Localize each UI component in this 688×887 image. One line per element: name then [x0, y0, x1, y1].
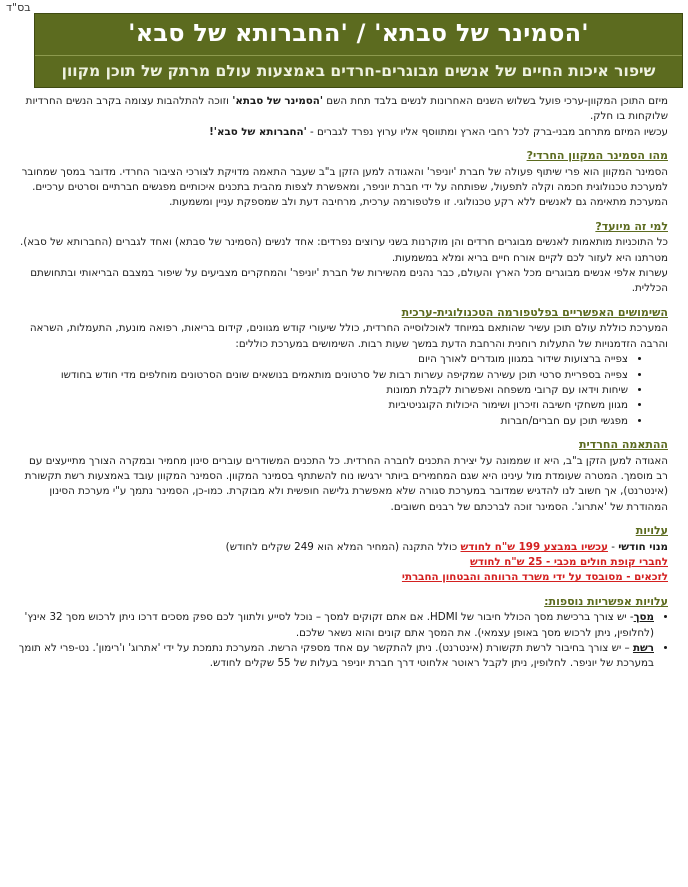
veterans-row — [17, 570, 668, 585]
subscription-note: כולל התקנה (המחיר המלא הוא 249 שקלים לחודש) — [225, 540, 461, 553]
extra-cost-text: – יש צורך בחיבור לרשת תקשורת (אינטרנט). ניתן להתקשר עם אחד מספקי הרשת. המערכת נתמכת על ידי 'אתרוג' ו'רימון'. נט-פרי לא תומך במערכת של יוניפר. לחלופין, ניתן לקבל ראוטר אלחוטי דרך חברת יוניפר בעלות של 55 שקלים לחודש. — [18, 642, 654, 670]
intro-section — [17, 94, 668, 140]
section-heading-extra: עלויות אפשריות נוספות: — [544, 594, 668, 608]
list-item: • צפייה ברצועות שידור במגוון מוגדרים לאורך היום — [17, 352, 628, 367]
uses-list — [17, 352, 668, 429]
subscription-price: עכשיו במבצע 199 ש"ח לחודש — [460, 540, 608, 553]
intro-text: מיזם התוכן המקוון-ערכי פועל בשלוש השנים האחרונות לנשים בלבד תחת השם — [323, 95, 668, 107]
title-banner — [34, 13, 683, 88]
page-title: 'הסמינר של סבתא' / 'החברותא של סבא' — [128, 19, 589, 47]
section-heading-what: מהו הסמינר המקוון החרדי? — [526, 149, 668, 163]
header-mark: בס"ד — [6, 1, 31, 14]
section-heading-who: למי זה מיועד? — [595, 219, 668, 233]
list-item: • צפייה בספריית סרטי תוכן עשירה שמקיפה עשרות רבות של סרטונים מותאמים בנושאים שונים הסרטונים מוחלפים מדי חודש בחודשו — [17, 368, 628, 383]
intro-paragraph-2 — [17, 125, 668, 140]
subscription-row — [17, 540, 668, 555]
subscription-label: מנוי חודשי — [618, 540, 668, 553]
extra-cost-text: - יש צורך ברכישת מסך הכולל חיבור של HDMI. אם אתם זקוקים למסך – נוכל לסייע ולתווך לכם ספק מסכים דרכו ניתן לרכוש מסך 32 אינץ' (לחלופין, ניתן לרכוש מסך באופן עצמאי). את המסך אתם קונים והוא נשאר שלכם. — [24, 611, 654, 639]
list-item: • שיחות וידאו עם קרובי משפחה ואפשרות לקבלת תמונות — [17, 383, 628, 398]
section-heading-fit: ההתאמה החרדית — [579, 438, 668, 452]
section-text-fit: האגודה למען הזקן ב"ב, היא זו שממונה על יצירת התכנים לחברה החרדית. כל התכנים המשודרים עוברים סינון מחמיר ובמקרה הצורך מתייעצים עם רב מוסמך. המטרה שעומדת מול עינינו היא שגם המחמירים ביותר ירגישו נוח להשתתף בסמינר המקוון. הסמינר המקוון עובד באמצעות רשת תקשורת (אינטרנט), אך חשוב לנו להדגיש שמדובר במערכת סגורה שלא מאפשרת גלישה חופשית ולא מבוקרת. כמו-כן, הסמינר נתמך ע"י מערכת הסינון המהודרת של 'אתרוג'. הסמינר זוכה לברכתם של רבנים חשובים. — [24, 454, 668, 513]
extra-cost-label: מסך — [633, 611, 654, 624]
intro-text: עכשיו המיזם מתרחב מבני-ברק לכל רחבי הארץ ומתווסף אליו ערוץ נפרד לגברים - — [306, 125, 668, 138]
extra-cost-label: רשת — [632, 642, 654, 654]
section-heading-costs: עלויות — [635, 524, 668, 538]
section-text-who-1: כל התוכניות מותאמות לאנשים מבוגרים חרדים והן מוקרנות בשני ערוצים נפרדים: אחד לנשים (הסמינר של סבתא) ואחד לגברים (החברותא של סבא). מטרתנו היא לעזור לכם לקיים אורח חיים בריא ומלא במשמעות. — [20, 236, 668, 264]
subsidy-note: לזכאים - מסובסד על ידי משרד הרווחה והבטחון החברתי — [401, 571, 668, 584]
section-text-uses: המערכת כוללת עולם תוכן עשיר שהותאם במיוחד לאוכלוסייה החרדית, כולל שיעורי קודש מגוונים, קידום בריאות, רפואה מונעת, התעמלות, השראה והרבה הזדמנויות של התעלות רוחנית והרחבת הדעת במשך שעות רבות. השימושים במערכת כוללים: — [29, 322, 668, 350]
document-body — [17, 94, 668, 672]
intro-paragraph-1 — [17, 94, 668, 125]
list-item — [17, 641, 654, 672]
section-text-who-2: עשרות אלפי אנשים מבוגרים מכל הארץ והעולם, כבר נהנים מהשירות של חברת 'יוניפר' והמחקרים מצביעים על שיפור במצבם הבריאותי ובתחושתם הכללית. — [30, 267, 668, 295]
list-item: • מגוון משחקי חשיבה וזיכרון ושימור היכולות הקוגניטיביות — [17, 398, 628, 413]
intro-program-name: 'החברותא של סבא'! — [209, 125, 307, 138]
maccabi-row — [17, 555, 668, 570]
extra-costs-list — [17, 610, 668, 672]
page-subtitle: שיפור איכות החיים של אנשים מבוגרים-חרדים באמצעות עולם מרתק של תוכן מקוון — [35, 55, 682, 84]
section-heading-uses: השימושים האפשריים בפלטפורמה הטכנולוגית-ערכית — [401, 305, 668, 319]
maccabi-price: לחברי קופת חולים מכבי - 25 ש"ח לחודש — [469, 555, 668, 568]
intro-program-name: 'הסמינר של סבתא' — [232, 95, 324, 107]
subscription-dash: - — [607, 540, 619, 553]
section-text-what: הסמינר המקוון הוא פרי שיתוף פעולה של חברת 'יוניפר' והאגודה למען הזקן ב"ב שעבר התאמה מדויקת לצורכי הציבור החרדי. מדובר במסך שמחובר למערכת טכנולוגית חכמה וקלה לתפעול, שפותחה על ידי חברת יוניפר, ומאפשרת לצפות מהבית בתכנים איכותיים מפגשים חברתיים וסרטים ערכיים. המערכת מתאימה גם לאנשים ללא רקע טכנולוגי. זו פלטפורמה ערכית, מרחיבה דעת ולב שמספקת עניין ומשמעות. — [21, 165, 668, 209]
intro-text: וזוכה להתלהבות עצומה בקרב הנשים החרדיות שלוקחות בו חלק. — [25, 95, 668, 123]
list-item — [17, 610, 654, 641]
list-item: • מפגשי תוכן עם חברים/חברות — [17, 414, 628, 429]
